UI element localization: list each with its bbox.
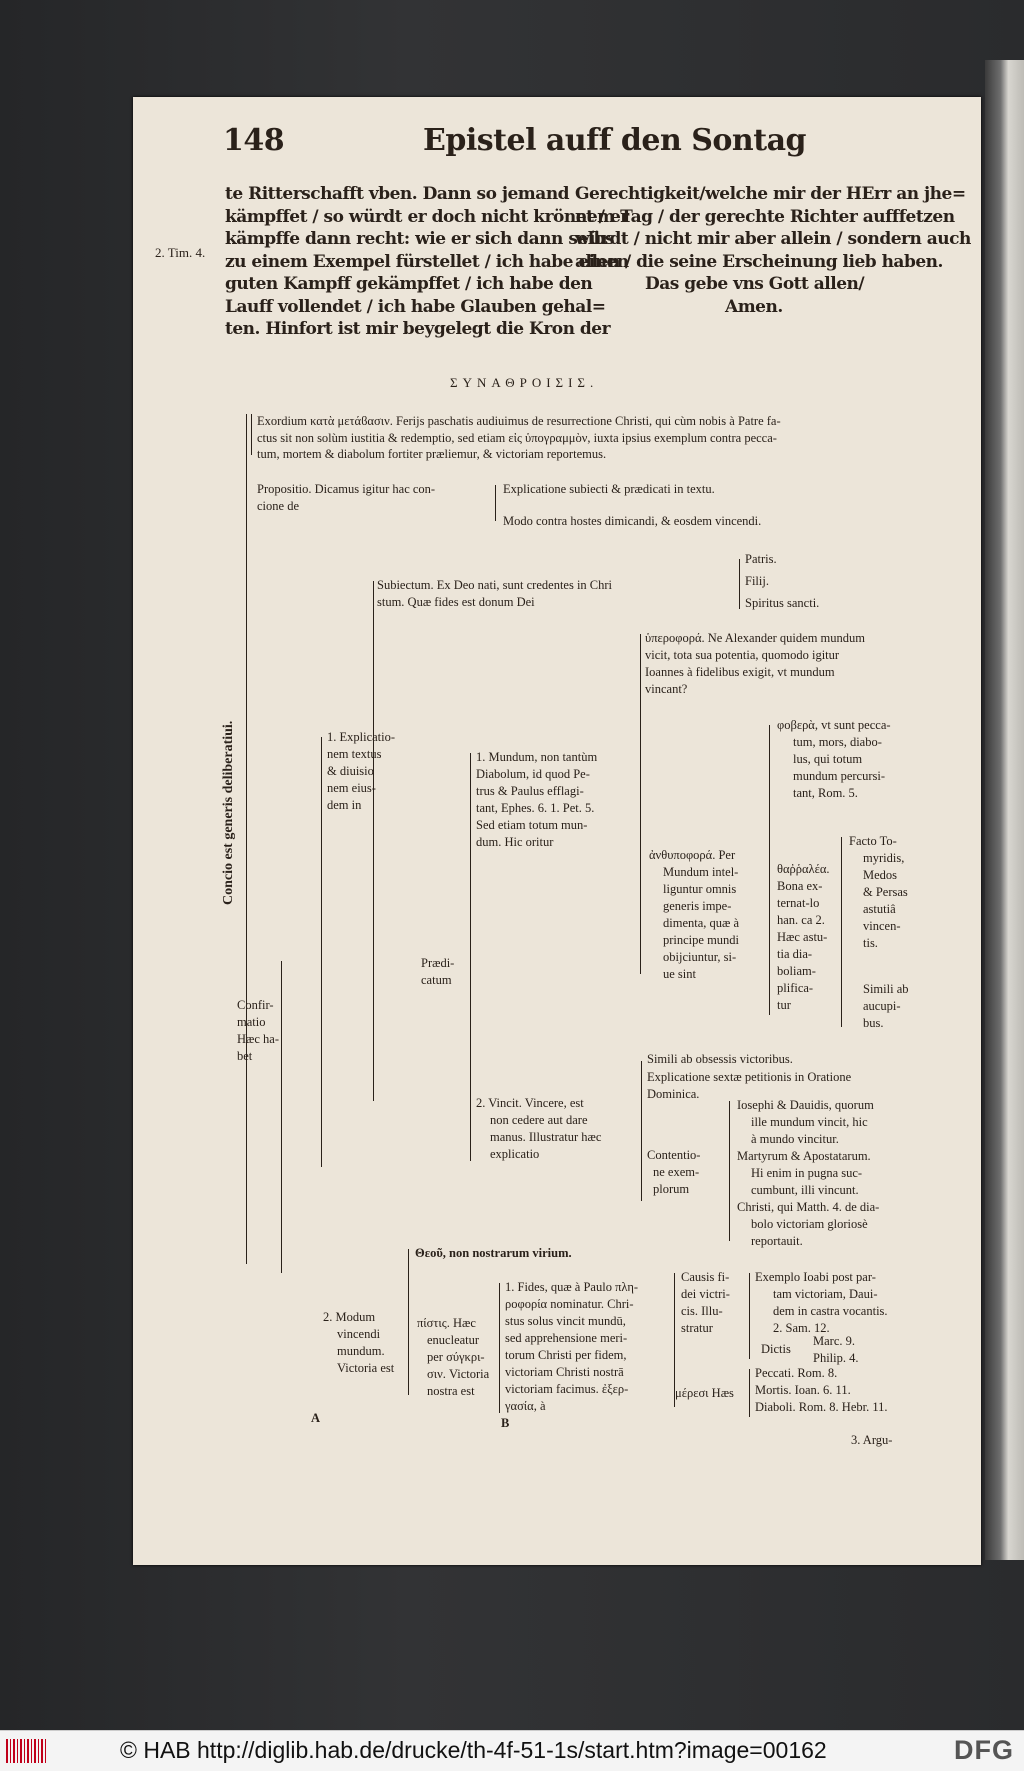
subiectum: Subiectum. Ex Deo nati, sunt credentes in Chri stum. Quæ fides est donum Dei [377,578,613,609]
propositio: Propositio. Dicamus igitur hac con- cione de [257,482,436,513]
text-line: Amen. [725,296,783,317]
tharraleia-brace [841,837,842,1027]
anthypo-brace [769,725,770,1015]
book-page [133,97,981,1565]
contentione: Contentio- ne exem- plorum [647,1148,701,1196]
text-line: allen / die seine Erscheinung lieb haben. [575,251,943,272]
meros-refs: Peccati. Rom. 8. Mortis. Ioan. 6. 11. Diaboli. Rom. 8. Hebr. 11. [755,1366,888,1414]
running-header: Epistel auff den Sontag [423,123,806,158]
exemplo: Exemplo Ioabi post par- tam victoriam, Daui- dem in castra vocantis. 2. Sam. 12. [755,1270,888,1335]
footer-credit[interactable]: © HAB http://diglib.hab.de/drucke/th-4f-51-1s/start.htm?image=00162 [120,1737,827,1763]
vincit-brace [641,1061,642,1201]
footer-bar [0,1730,1024,1771]
exemplorum: Iosephi & Dauidis, quorum ille mundum vincit, hic à mundo vincitur. Martyrum & Apostatarum. Hi enim in pugna suc- cumbunt, illi vincunt. Christi, qui Matth. 4. de dia- bolo victoriam gloriosè reportauit. [737,1098,880,1248]
section-title: ΣΥΝΑΘΡΟΙΣΙΣ. [450,375,599,390]
meros-brace [749,1369,750,1417]
meros: μέρεσι Hæs [675,1386,734,1400]
propositio-brace [495,485,496,521]
trinity-filij: Filij. [745,574,769,588]
next-page-edge [985,60,1024,1560]
confirmatio-brace [281,961,282,1273]
dei-virium: Θεοῦ, non nostrarum virium. [415,1246,572,1260]
causis: Causis fi- dei victri- cis. Illu- stratur [681,1270,730,1335]
modum: 2. Modum vincendi mundum. Victoria est [323,1310,395,1375]
tharraleia: θαῤῥαλέα. Bona ex- ternat-lo han. ca 2. Hæc astu- tia dia- boliam- plifica- tur [777,862,830,1012]
vincit-branch: Simili ab obsessis victoribus. [647,1052,793,1066]
exemplo-brace [749,1273,750,1359]
phobera: φοβερὰ, vt sunt pecca- tum, mors, diabo- lus, qui totum mundum percursi- tant, Rom. 5. [777,718,891,800]
praedicatum-brace [470,753,471,1161]
explicatio-brace [373,581,374,1101]
propositio-branch: Explicatione subiecti & prædicati in textu. [503,482,715,496]
text-line: ten. Hinfort ist mir beygelegt die Kron der [225,319,611,339]
text-line: Lauff vollendet / ich habe Glauben gehal= [225,296,606,317]
text-line: te Ritterschafft vben. Dann so jemand [225,184,570,204]
vertical-label: Concio est generis deliberatiui. [221,720,236,905]
vincit-branch: Dominica. [647,1087,700,1101]
mundum: 1. Mundum, non tantùm Diabolum, id quod Pe- trus & Paulus efflagi- tant, Ephes. 6. 1. Pet. 5. Sed etiam totum mun- dum. Hic oritur [476,750,598,849]
propositio-branch: Modo contra hostes dimicandi, & eosdem vincendi. [503,514,762,528]
vincit: 2. Vincit. Vincere, est non cedere aut dare manus. Illustratur hæc explicatio [476,1096,602,1161]
catchword: 3. Argu- [851,1433,893,1447]
exemplorum-brace [729,1101,730,1241]
facto: Facto To- myridis, Medos & Persas astutiâ vincen- tis. [849,834,908,950]
text-line: kämpffet / so würdt er doch nicht krönet / er [225,206,629,227]
confirmatio: Confir- matio Hæc ha- bet [237,998,279,1063]
exordium: Exordium κατὰ μετάϐασιν. Ferijs paschatis audiuimus de resurrectione Christi, qui cùm nobis à Patre fa- ctus sit non solùm iustitia & redemptio, sed etiam εἰς ὑπογραμμὸν, iuxta ipsius exemplum contra pecca- tum, mortem & diabolum fortiter præliemur, & victoriam reportemus. [257,414,781,461]
trinity-spiritus: Spiritus sancti. [745,596,820,610]
text-line: Gerechtigkeit/welche mir der HErr an jhe= [575,184,966,204]
right-column [575,183,971,318]
mundum-brace [640,634,641,974]
main-brace [246,414,247,1264]
explicatio-outer-brace [321,737,322,1167]
text-line: Das gebe vns Gott allen/ [645,274,865,294]
dictis: Dictis [761,1342,791,1356]
signature-mark-a: A [311,1411,321,1425]
fides: 1. Fides, quæ à Paulo πλη- ροφορία nominatur. Chri- stus solus vincit mundū, sed apprehensione meri- torum Christi per fidem, victoriam Christi nostrā victoriam facimus. ἐξερ- γασία, à [505,1280,639,1413]
explicatio: 1. Explicatio- nem textus & diuisio nem eius- dem in [327,730,396,812]
trinity-brace [739,559,740,609]
left-column [225,183,629,341]
text-line: guten Kampff gekämpffet / ich habe den [225,274,593,294]
praedicatum: Prædi- catum [421,956,455,987]
simili-aucupibus: Simili ab aucupi- bus. [863,982,909,1030]
page-number: 148 [223,123,285,158]
marginal-reference: 2. Tim. 4. [155,245,206,260]
signature-mark-b: B [501,1416,510,1430]
text-line: nem Tag / der gerechte Richter aufffetzen [575,206,955,227]
exordium-brace [251,414,252,455]
text-line: zu einem Exempel fürstellet / ich habe einen [225,251,629,272]
vincit-branch: Explicatione sextæ petitionis in Oratione [647,1070,852,1084]
barcode-icon [6,1739,46,1763]
dfg-logo: DFG [954,1735,1014,1765]
text-line: kämpffe dann recht: wie er sich dann selbs [225,229,615,249]
text-line: würdt / nicht mir aber allein / sondern auch [575,229,971,249]
modum-brace [408,1249,409,1395]
fides-brace [499,1283,500,1413]
hyperphora: ὑπεροφορά. Ne Alexander quidem mundum vicit, tota sua potentia, quomodo igitur Ioannes à fidelibus exigit, vt mundum vincant? [645,631,865,696]
pistis: πίστις. Hæc enucleatur per σύγκρι- σιν. Victoria nostra est [417,1316,490,1398]
anthypophora: ἀνθυποφορά. Per Mundum intel- liguntur omnis generis impe- dimenta, quæ à principe mundi obijciuntur, si- ue sint [649,848,740,981]
dictis-refs: Marc. 9. Philip. 4. [813,1334,859,1365]
trinity-patris: Patris. [745,552,777,566]
